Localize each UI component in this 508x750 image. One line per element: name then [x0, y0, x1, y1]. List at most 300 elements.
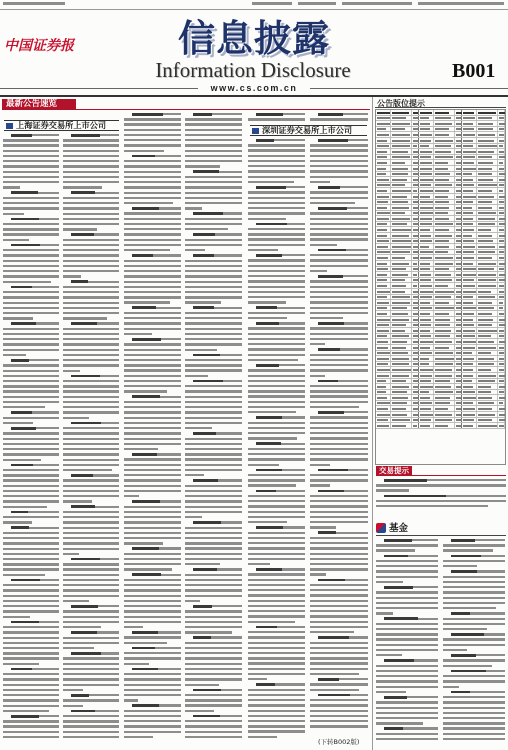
- table-cell: [376, 356, 391, 361]
- text-line: [71, 605, 119, 607]
- text-line: [248, 725, 305, 727]
- table-cell: [412, 278, 419, 283]
- text-line: [443, 560, 505, 562]
- table-cell: [477, 278, 498, 283]
- text-line: [310, 474, 368, 476]
- table-cell: [434, 127, 455, 132]
- text-line: [124, 202, 173, 204]
- text-line: [443, 638, 505, 640]
- text-line: [443, 665, 492, 667]
- text-line: [310, 615, 368, 617]
- text-line: [248, 448, 305, 450]
- text-line: [124, 448, 158, 450]
- text-line: [132, 500, 181, 502]
- text-line: [318, 348, 368, 350]
- table-cell: [419, 423, 434, 428]
- text-line: [11, 668, 59, 670]
- table-cell: [462, 406, 477, 411]
- text-line: [11, 244, 59, 246]
- text-line: [185, 401, 242, 403]
- text-line: [310, 657, 368, 659]
- text-line: [256, 223, 305, 225]
- table-cell: [462, 132, 477, 137]
- text-line: [124, 223, 181, 225]
- text-line: [193, 233, 242, 235]
- table-cell: [498, 149, 505, 154]
- text-line: [248, 736, 277, 738]
- text-line: [63, 668, 119, 670]
- table-cell: [412, 250, 419, 255]
- table-cell: [462, 373, 477, 378]
- text-line: [248, 233, 305, 235]
- table-cell: [455, 339, 462, 344]
- table-cell: [498, 261, 505, 266]
- text-line: [310, 327, 368, 329]
- table-cell: [391, 200, 412, 205]
- table-cell: [498, 328, 505, 333]
- table-cell: [412, 177, 419, 182]
- table-cell: [434, 418, 455, 423]
- text-line: [248, 338, 305, 340]
- text-line: [11, 134, 59, 136]
- text-line: [3, 249, 59, 251]
- text-line: [310, 238, 368, 240]
- text-line: [63, 647, 94, 649]
- text-line: [124, 537, 181, 539]
- text-line: [443, 727, 505, 729]
- table-cell: [455, 334, 462, 339]
- text-line: [124, 171, 181, 173]
- table-cell: [391, 261, 412, 266]
- text-line: [3, 537, 59, 539]
- table-cell: [498, 395, 505, 400]
- text-line: [185, 144, 242, 146]
- fund-section-rule: [376, 535, 506, 536]
- text-line: [124, 458, 181, 460]
- text-line: [3, 495, 59, 497]
- text-line: [185, 699, 242, 701]
- table-cell: [498, 194, 505, 199]
- table-cell: [434, 244, 455, 249]
- text-line: [63, 600, 89, 602]
- text-line: [63, 296, 119, 298]
- text-line: [248, 720, 305, 722]
- text-line: [185, 720, 242, 722]
- table-cell: [455, 183, 462, 188]
- text-line: [443, 607, 496, 609]
- text-line: [248, 291, 305, 293]
- table-cell: [419, 116, 434, 121]
- table-cell: [376, 121, 391, 126]
- text-line: [3, 207, 59, 209]
- table-cell: [434, 356, 455, 361]
- table-cell: [391, 227, 412, 232]
- text-line: [318, 469, 368, 471]
- text-line: [193, 521, 242, 523]
- text-column: [63, 134, 119, 745]
- text-line: [248, 584, 305, 586]
- table-cell: [498, 222, 505, 227]
- text-line: [185, 275, 242, 277]
- table-cell: [455, 138, 462, 143]
- text-line: [63, 637, 119, 639]
- text-line: [132, 647, 181, 649]
- text-line: [451, 539, 505, 541]
- table-cell: [455, 283, 462, 288]
- text-line: [124, 422, 181, 424]
- text-line: [185, 684, 219, 686]
- text-line: [310, 537, 368, 539]
- text-line: [124, 123, 181, 125]
- text-line: [124, 736, 153, 738]
- text-line: [310, 563, 368, 565]
- text-line: [185, 553, 242, 555]
- table-cell: [498, 183, 505, 188]
- text-line: [443, 623, 505, 625]
- table-cell: [434, 172, 455, 177]
- text-line: [310, 254, 368, 256]
- text-line: [185, 584, 242, 586]
- text-line: [124, 375, 181, 377]
- table-cell: [391, 172, 412, 177]
- table-cell: [391, 216, 412, 221]
- table-cell: [498, 390, 505, 395]
- issue-date-line: [3, 2, 65, 5]
- text-line: [124, 118, 181, 120]
- table-cell: [412, 418, 419, 423]
- text-line: [3, 197, 59, 199]
- text-line: [248, 573, 305, 575]
- text-line: [185, 574, 242, 576]
- text-line: [318, 139, 368, 141]
- text-line: [248, 615, 305, 617]
- text-line: [63, 343, 119, 345]
- text-line: [132, 307, 181, 309]
- text-line: [185, 338, 242, 340]
- text-line: [443, 549, 493, 551]
- text-line: [124, 443, 181, 445]
- table-cell: [376, 255, 391, 260]
- text-line: [310, 558, 368, 560]
- table-cell: [376, 412, 391, 417]
- text-line: [63, 511, 119, 513]
- text-line: [63, 417, 89, 419]
- text-line: [310, 443, 368, 445]
- table-cell: [419, 239, 434, 244]
- table-cell: [412, 367, 419, 372]
- text-column: [185, 113, 242, 745]
- text-line: [71, 422, 119, 424]
- table-cell: [462, 267, 477, 272]
- table-cell: [455, 272, 462, 277]
- text-line: [248, 191, 305, 193]
- table-cell: [391, 255, 412, 260]
- table-cell: [477, 205, 498, 210]
- text-line: [310, 683, 368, 685]
- text-line: [71, 192, 119, 194]
- table-cell: [391, 418, 412, 423]
- text-line: [185, 197, 242, 199]
- table-cell: [498, 267, 505, 272]
- text-line: [11, 192, 59, 194]
- text-line: [310, 406, 359, 408]
- table-cell: [376, 339, 391, 344]
- text-line: [124, 652, 181, 654]
- text-line: [248, 149, 305, 151]
- text-line: [124, 312, 181, 314]
- table-cell: [412, 351, 419, 356]
- text-line: [132, 631, 181, 633]
- table-cell: [477, 423, 498, 428]
- table-cell: [462, 356, 477, 361]
- table-cell: [434, 261, 455, 266]
- table-cell: [455, 121, 462, 126]
- table-cell: [412, 172, 419, 177]
- text-column: [248, 113, 305, 124]
- text-line: [248, 244, 305, 246]
- table-cell: [498, 216, 505, 221]
- text-line: [248, 181, 294, 183]
- table-cell: [419, 200, 434, 205]
- text-line: [63, 626, 101, 628]
- text-line: [443, 602, 505, 604]
- text-line: [124, 527, 181, 529]
- text-line: [185, 118, 242, 120]
- text-line: [185, 218, 242, 220]
- table-cell: [462, 339, 477, 344]
- table-cell: [434, 295, 455, 300]
- text-line: [185, 134, 242, 136]
- text-line: [11, 286, 59, 288]
- text-line: [248, 505, 305, 507]
- text-line: [63, 657, 119, 659]
- page-title: 信息披露: [178, 17, 330, 60]
- table-cell: [462, 127, 477, 132]
- text-line: [185, 527, 242, 529]
- table-cell: [419, 216, 434, 221]
- table-cell: [391, 116, 412, 121]
- table-cell: [455, 166, 462, 171]
- shenzhen-section-header: [250, 125, 367, 136]
- text-line: [310, 416, 368, 418]
- text-line: [124, 438, 181, 440]
- table-cell: [498, 250, 505, 255]
- table-cell: [455, 155, 462, 160]
- table-cell: [419, 183, 434, 188]
- text-line: [318, 532, 368, 534]
- table-cell: [419, 194, 434, 199]
- text-line: [185, 322, 242, 324]
- text-line: [185, 202, 242, 204]
- table-cell: [434, 345, 455, 350]
- table-cell: [376, 127, 391, 132]
- table-cell: [419, 379, 434, 384]
- text-line: [248, 176, 305, 178]
- text-line: [63, 464, 119, 466]
- text-line: [63, 579, 119, 581]
- text-line: [248, 390, 305, 392]
- table-cell: [462, 233, 477, 238]
- table-cell: [376, 418, 391, 423]
- text-line: [185, 150, 242, 152]
- table-cell: [462, 250, 477, 255]
- text-line: [248, 464, 279, 466]
- text-line: [63, 249, 119, 251]
- text-line: [185, 458, 242, 460]
- text-line: [310, 427, 368, 429]
- table-cell: [376, 351, 391, 356]
- table-cell: [419, 390, 434, 395]
- text-line: [248, 668, 305, 670]
- table-cell: [498, 188, 505, 193]
- text-line: [124, 260, 181, 262]
- table-cell: [412, 121, 419, 126]
- table-cell: [419, 351, 434, 356]
- table-cell: [419, 233, 434, 238]
- text-line: [11, 527, 59, 529]
- table-cell: [412, 379, 419, 384]
- text-line: [71, 134, 119, 136]
- table-cell: [477, 172, 498, 177]
- text-line: [3, 568, 59, 570]
- text-line: [63, 720, 119, 722]
- text-line: [63, 160, 119, 162]
- text-line: [318, 186, 368, 188]
- table-cell: [412, 149, 419, 154]
- text-line: [3, 390, 59, 392]
- text-line: [3, 616, 30, 618]
- text-line: [63, 228, 97, 230]
- text-line: [132, 453, 181, 455]
- text-line: [248, 327, 305, 329]
- text-line: [443, 712, 505, 714]
- text-line: [443, 565, 477, 567]
- text-line: [124, 684, 181, 686]
- text-line: [63, 202, 119, 204]
- text-line: [63, 155, 119, 157]
- text-line: [248, 385, 305, 387]
- table-cell: [434, 317, 455, 322]
- text-line: [185, 485, 242, 487]
- text-line: [185, 626, 242, 628]
- table-cell: [412, 244, 419, 249]
- text-line: [310, 181, 330, 183]
- text-line: [310, 364, 368, 366]
- table-cell: [455, 194, 462, 199]
- table-cell: [391, 334, 412, 339]
- table-cell: [434, 267, 455, 272]
- text-line: [310, 704, 368, 706]
- text-line: [124, 427, 181, 429]
- text-line: [248, 270, 305, 272]
- text-line: [63, 144, 119, 146]
- table-cell: [462, 323, 477, 328]
- table-cell: [477, 110, 498, 115]
- text-line: [185, 469, 242, 471]
- text-line: [3, 228, 59, 230]
- text-line: [3, 385, 59, 387]
- table-cell: [455, 311, 462, 316]
- text-line: [248, 348, 305, 350]
- table-cell: [391, 267, 412, 272]
- text-line: [185, 563, 220, 565]
- table-cell: [391, 138, 412, 143]
- table-cell: [434, 239, 455, 244]
- text-line: [63, 621, 119, 623]
- table-cell: [419, 311, 434, 316]
- table-cell: [455, 401, 462, 406]
- text-line: [185, 616, 242, 618]
- table-cell: [477, 267, 498, 272]
- text-line: [310, 699, 368, 701]
- text-line: [248, 395, 305, 397]
- text-line: [310, 516, 368, 518]
- text-line: [248, 280, 305, 282]
- text-line: [11, 464, 59, 466]
- text-line: [443, 696, 505, 698]
- text-line: [3, 542, 59, 544]
- text-line: [248, 600, 305, 602]
- text-line: [185, 448, 242, 450]
- text-line: [124, 411, 181, 413]
- text-line: [248, 359, 298, 361]
- text-line: [11, 621, 59, 623]
- table-cell: [434, 373, 455, 378]
- text-line: [185, 495, 242, 497]
- table-cell: [455, 144, 462, 149]
- text-line: [3, 584, 59, 586]
- text-line: [443, 544, 505, 546]
- table-cell: [376, 395, 391, 400]
- text-line: [3, 521, 32, 523]
- text-line: [310, 265, 368, 267]
- text-line: [11, 359, 59, 361]
- text-line: [376, 665, 438, 667]
- table-cell: [498, 255, 505, 260]
- table-cell: [412, 155, 419, 160]
- phone-line: [342, 2, 412, 5]
- text-line: [132, 396, 181, 398]
- table-cell: [391, 351, 412, 356]
- table-cell: [376, 306, 391, 311]
- text-line: [124, 218, 181, 220]
- text-line: [11, 322, 59, 324]
- text-line: [185, 417, 242, 419]
- text-line: [3, 144, 59, 146]
- table-cell: [434, 116, 455, 121]
- table-cell: [391, 222, 412, 227]
- text-line: [376, 500, 506, 502]
- text-line: [3, 637, 59, 639]
- text-line: [3, 689, 59, 691]
- text-line: [376, 607, 438, 609]
- table-cell: [434, 278, 455, 283]
- text-line: [310, 317, 343, 319]
- table-cell: [434, 351, 455, 356]
- text-line: [3, 343, 59, 345]
- text-line: [185, 291, 242, 293]
- text-line: [185, 369, 242, 371]
- text-line: [124, 568, 172, 570]
- table-cell: [391, 289, 412, 294]
- text-line: [443, 707, 505, 709]
- table-cell: [462, 200, 477, 205]
- table-cell: [419, 138, 434, 143]
- text-line: [443, 659, 505, 661]
- text-line: [124, 731, 181, 733]
- text-line: [3, 678, 59, 680]
- text-line: [376, 597, 438, 599]
